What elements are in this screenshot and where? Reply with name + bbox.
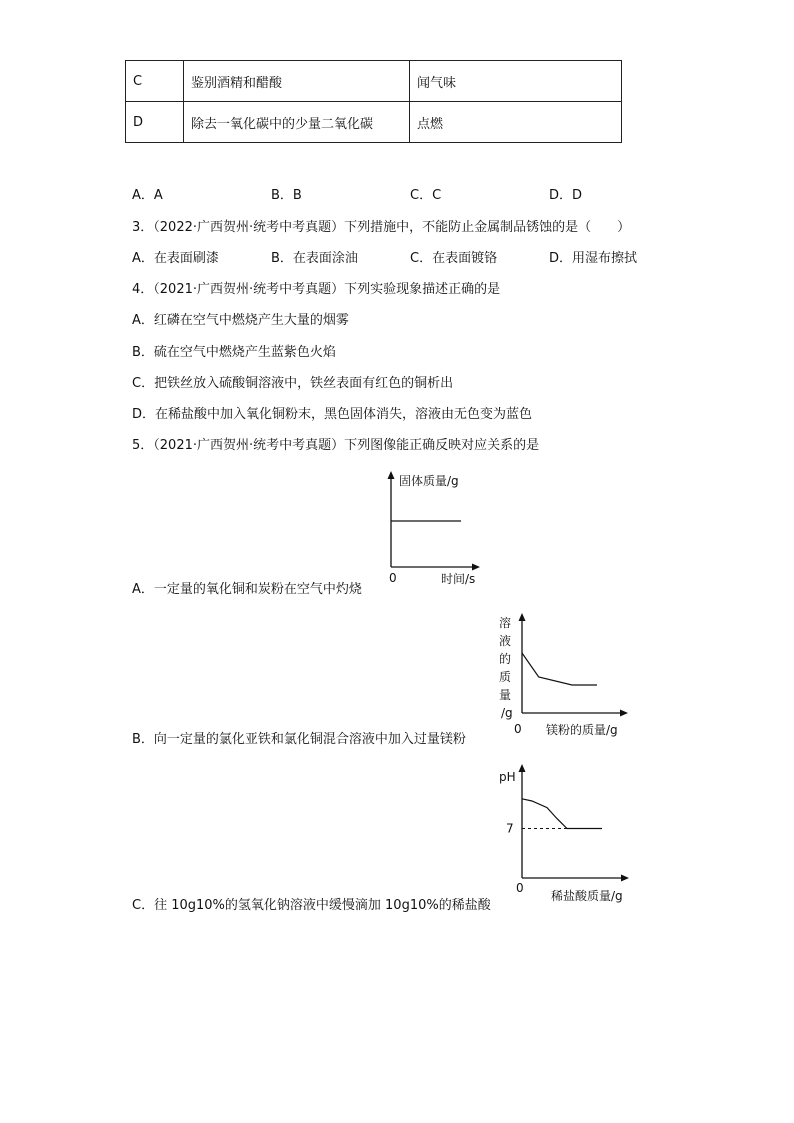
series-line: [522, 799, 602, 829]
y-axis-arrow: [519, 764, 526, 772]
y-tick-label: 7: [506, 821, 514, 836]
table-cell-option: D: [126, 102, 184, 143]
q4-option-a: A．红磷在空气中燃烧产生大量的烟雾: [132, 313, 349, 328]
y-axis-label-char: /g: [501, 706, 513, 720]
y-axis-label: pH: [499, 770, 516, 784]
table-row: [126, 102, 622, 143]
y-axis-label-char: 溶: [499, 616, 512, 630]
x-axis-arrow: [620, 710, 628, 717]
table-cell-purpose: 除去一氧化碳中的少量二氧化碳: [184, 102, 410, 143]
y-axis-label-char: 液: [499, 634, 512, 648]
y-axis-label-char: 的: [499, 652, 512, 666]
series-line: [522, 653, 597, 685]
x-axis-label: 时间/s: [441, 572, 476, 586]
q4-option-c: C．把铁丝放入硫酸铜溶液中，铁丝表面有红色的铜析出: [132, 376, 454, 391]
origin-label: 0: [514, 722, 522, 736]
q5-option-a: A．一定量的氧化铜和炭粉在空气中灼烧: [132, 582, 362, 597]
q2-option-c: C．C: [410, 188, 442, 203]
q3-option-a: A．在表面刷漆: [132, 251, 219, 266]
q5-stem: 5．（2021·广西贺州·统考中考真题）下列图像能正确反映对应关系的是: [132, 438, 540, 453]
q5-option-b: B．向一定量的氯化亚铁和氯化铜混合溶液中加入过量镁粉: [132, 732, 466, 747]
q2-option-b: B．B: [271, 188, 302, 203]
x-axis-arrow: [621, 875, 629, 882]
origin-label: 0: [389, 571, 397, 585]
table-cell-method: 闻气味: [410, 61, 622, 102]
table-cell-method: 点燃: [410, 102, 622, 143]
x-axis-label: 镁粉的质量/g: [546, 723, 618, 737]
question-table: [125, 60, 622, 143]
q5-option-c: C．往 10g10%的氢氧化钠溶液中缓慢滴加 10g10%的稀盐酸: [132, 898, 491, 913]
q2-option-a: A．A: [132, 188, 163, 203]
x-axis-arrow: [472, 564, 480, 571]
q4-option-b: B．硫在空气中燃烧产生蓝紫色火焰: [132, 345, 336, 360]
y-axis-label: 固体质量/g: [399, 474, 459, 488]
q3-option-c: C．在表面镀铬: [410, 251, 498, 266]
q3-option-d: D．用湿布擦拭: [549, 251, 638, 266]
x-axis-label: 稀盐酸质量/g: [551, 889, 623, 903]
table-row: [126, 61, 622, 102]
graph-a: [375, 465, 495, 590]
q3-stem: 3．（2022·广西贺州·统考中考真题）下列措施中，不能防止金属制品锈蚀的是（ ）: [132, 220, 631, 235]
origin-label: 0: [516, 881, 524, 895]
table-cell-option: C: [126, 61, 184, 102]
graph-b: [495, 607, 645, 737]
q4-stem: 4．（2021·广西贺州·统考中考真题）下列实验现象描述正确的是: [132, 282, 501, 297]
graph-c: [498, 758, 643, 903]
y-axis-arrow: [388, 471, 395, 479]
y-axis-label-char: 量: [499, 688, 512, 702]
q2-option-d: D．D: [549, 188, 583, 203]
y-axis-arrow: [519, 613, 526, 621]
table-cell-purpose: 鉴别酒精和醋酸: [184, 61, 410, 102]
q3-option-b: B．在表面涂油: [271, 251, 358, 266]
y-axis-label-char: 质: [499, 670, 512, 684]
q4-option-d: D．在稀盐酸中加入氧化铜粉末，黑色固体消失，溶液由无色变为蓝色: [132, 407, 533, 422]
